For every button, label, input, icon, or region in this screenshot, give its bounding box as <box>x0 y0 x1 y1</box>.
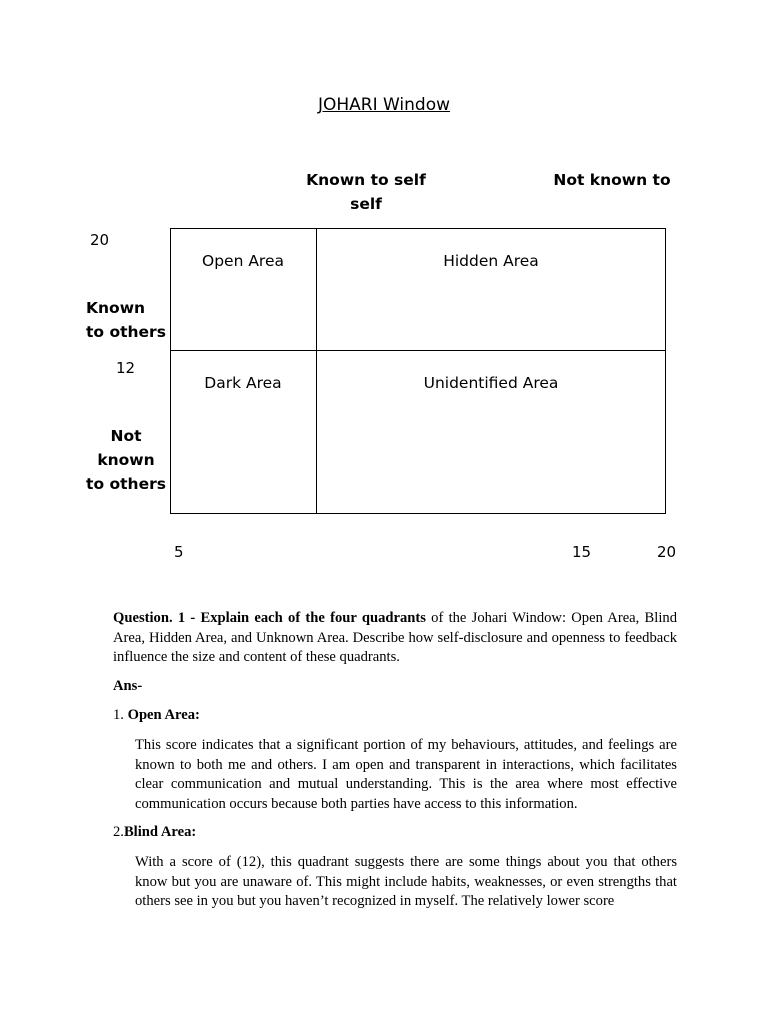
section-heading-blind-area <box>113 823 677 843</box>
column-header-known-line2: self <box>350 195 382 213</box>
page-title: JOHARI Window <box>317 95 451 115</box>
question-text: of the Johari Window: Open Area, Blind Area, Hidden Area, and Unknown Area. Describe how self-disclosure and openness to feedback influence the size and content of these quadrants. <box>113 610 677 665</box>
row-header-not-known-to-others <box>84 424 168 496</box>
scale-bottom-3: 20 <box>657 543 677 561</box>
grid-vertical-divider <box>316 228 317 514</box>
section-body-open-area: This score indicates that a significant portion of my behaviours, attitudes, and feelings are known to both me and others. I am open and transparent in interactions, which facilitates clear communication and mutual understanding. This is the area where most effective communication occurs because both parties have access to this information. <box>135 737 677 812</box>
johari-grid <box>170 228 666 514</box>
row-header-known-line1: Known <box>86 299 146 317</box>
row-header-not-line2: known <box>97 451 155 469</box>
grid-horizontal-divider <box>170 350 666 351</box>
scale-bottom-1: 5 <box>174 543 184 561</box>
column-header-known-line1: Known to self <box>306 171 426 189</box>
quadrant-unidentified-area: Unidentified Area <box>423 374 559 392</box>
column-header-not-known-to: Not known to <box>553 171 671 189</box>
quadrant-hidden-area: Hidden Area <box>443 252 539 270</box>
section-2-number: 2. <box>113 824 124 840</box>
scale-left-top: 20 <box>90 231 110 249</box>
section-1-heading: Open Area: <box>127 707 200 723</box>
question-paragraph <box>113 609 677 668</box>
quadrant-open-area: Open Area <box>202 252 284 270</box>
quadrant-dark-area: Dark Area <box>204 374 282 392</box>
column-header-known-to-self <box>306 168 426 216</box>
answer-label <box>113 677 677 697</box>
scale-bottom-2: 15 <box>572 543 592 561</box>
scale-left-mid: 12 <box>116 359 136 377</box>
section-heading-open-area <box>113 706 677 726</box>
section-body-blind-area: With a score of (12), this quadrant suggests there are some things about you that others know but you are unaware of. This might include habits, weaknesses, or even strengths that others see in you but you haven’t recognized in myself. The relatively lower score <box>135 854 677 909</box>
row-header-known-to-others <box>86 296 166 344</box>
question-lead: Question. 1 - Explain each of the four quadrants <box>113 610 426 626</box>
row-header-not-line3: to others <box>86 475 166 493</box>
row-header-not-line1: Not <box>110 427 142 445</box>
section-1-number: 1. <box>113 707 128 723</box>
row-header-known-line2: to others <box>86 323 166 341</box>
section-2-heading: Blind Area: <box>123 824 197 840</box>
answer-label-text: Ans- <box>113 678 143 694</box>
